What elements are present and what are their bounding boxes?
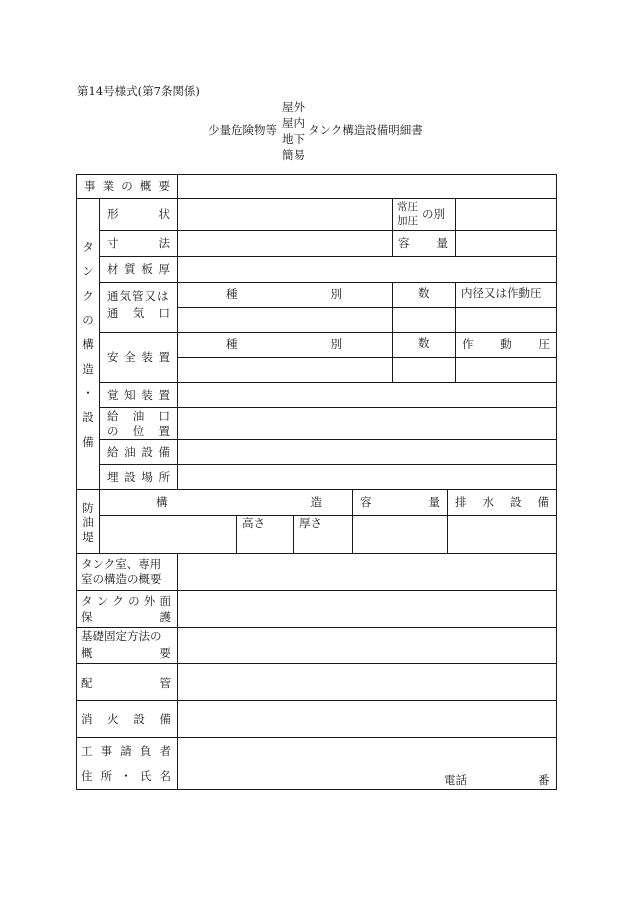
label-oil-dike: 防 油 堤 xyxy=(82,501,94,544)
label-fire-equipment: 消 火 設 備 xyxy=(81,712,171,726)
label-vent-line2: 通 気 口 xyxy=(107,306,170,320)
title-suffix: タンク構造設備明細書 xyxy=(308,123,423,137)
label-vent-line1: 通気管又は xyxy=(107,289,170,303)
safety-col-count: 数 xyxy=(418,336,430,350)
label-piping: 配 管 xyxy=(81,676,171,690)
label-tank-room-line1: タンク室、専用 xyxy=(81,557,162,571)
vent-col-diameter: 内径又は作動圧 xyxy=(461,286,542,300)
title-option-indoor: 屋内 xyxy=(282,116,305,130)
label-dimensions: 寸 法 xyxy=(107,236,170,250)
label-pressure-distinction: の別 xyxy=(422,207,445,221)
label-business-overview: 事 業 の 概 要 xyxy=(84,179,170,193)
label-tank-structure-group: タ ン ク の 構 造 ・ 設 備 xyxy=(82,240,94,449)
label-contractor-line1: 工 事 請 負 者 xyxy=(81,744,171,758)
title-prefix: 少量危険物等 xyxy=(208,123,277,137)
vent-col-type: 種 別 xyxy=(226,287,342,301)
label-foundation-line2: 概 要 xyxy=(81,646,171,660)
label-fueling-equipment: 給 油 設 備 xyxy=(107,445,170,459)
form-number: 第14号様式(第7条関係) xyxy=(77,84,200,98)
title-option-outdoor: 屋外 xyxy=(282,100,305,114)
label-tank-room-line2: 室の構造の概要 xyxy=(81,572,162,586)
label-contractor-line2: 住 所 ・ 氏 名 xyxy=(81,769,171,783)
label-pressure-normal: 常圧 xyxy=(397,201,418,213)
title-option-underground: 地下 xyxy=(282,132,305,146)
label-pressure-pressurized: 加圧 xyxy=(397,215,418,227)
label-fill-port-line1: 給 油 口 xyxy=(107,409,170,423)
label-phone: 電話 xyxy=(444,773,467,787)
label-exterior-line1: タ ン ク の 外 面 xyxy=(81,594,171,608)
dike-height: 高さ xyxy=(242,516,265,530)
title-option-simple: 簡易 xyxy=(282,148,305,162)
dike-col-drainage: 排 水 設 備 xyxy=(455,495,549,509)
dike-col-capacity: 容 量 xyxy=(360,495,440,509)
label-fill-port-line2: の 位 置 xyxy=(107,424,170,438)
label-phone-number: 番 xyxy=(538,773,550,787)
label-foundation-line1: 基礎固定方法の xyxy=(81,629,162,643)
label-safety-device: 安 全 装 置 xyxy=(107,350,170,364)
label-shape: 形 状 xyxy=(107,207,170,221)
vent-col-count: 数 xyxy=(418,286,430,300)
dike-thickness: 厚さ xyxy=(299,516,322,530)
safety-col-type: 種 別 xyxy=(226,337,342,351)
label-material-thickness: 材 質 板 厚 xyxy=(107,262,170,276)
dike-col-structure: 構 造 xyxy=(156,495,322,509)
label-burial-location: 埋 設 場 所 xyxy=(107,470,170,484)
label-exterior-line2: 保 護 xyxy=(81,610,171,624)
safety-col-pressure: 作 動 圧 xyxy=(462,337,550,351)
label-capacity: 容 量 xyxy=(398,236,448,250)
label-alarm-device: 覚 知 装 置 xyxy=(107,388,170,402)
